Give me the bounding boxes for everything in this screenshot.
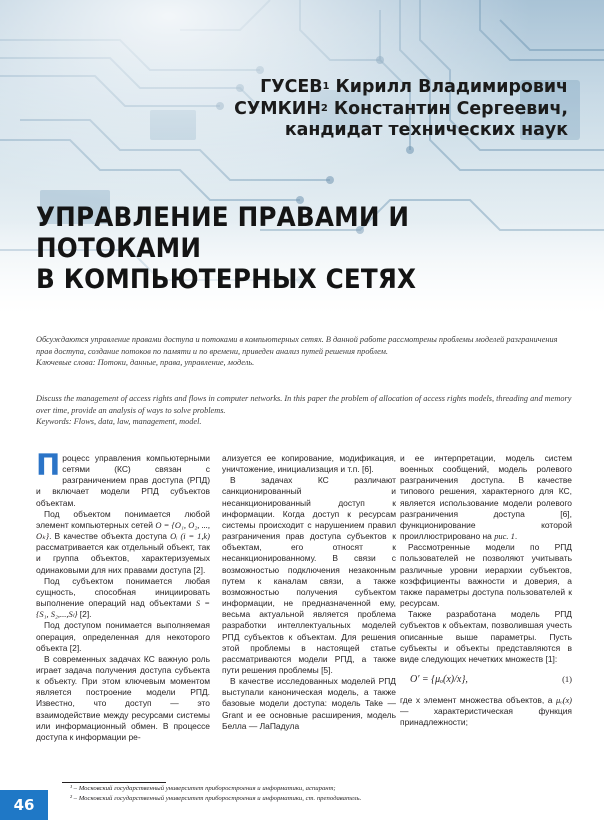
paragraph-text: [2]. bbox=[77, 609, 92, 620]
footnote-divider bbox=[62, 782, 166, 783]
article-title bbox=[36, 202, 564, 295]
formula-expression: O′ = {μₒ(x)/x}, bbox=[410, 673, 468, 685]
paragraph bbox=[36, 448, 210, 509]
footnote-1: ¹ – Московский государственный университет приборостроения и информатики, аспирант; bbox=[70, 785, 336, 792]
paragraph: Под доступом понимается выполняемая операция, определенная для некоторого объекта [2]. bbox=[36, 620, 210, 653]
abstract-ru-keywords: Ключевые слова: Потоки, данные, права, управление, модель. bbox=[36, 358, 255, 368]
paragraph: Также разработана модель РПД субъектов к объектам, позволившая учесть описанные выше параметры. Пусть субъекты и объекты представляются в виде следующих нечетких множеств [1]: bbox=[400, 609, 572, 664]
title-line-2: В КОМПЬЮТЕРНЫХ СЕТЯХ bbox=[36, 264, 417, 295]
title-line-1: УПРАВЛЕНИЕ ПРАВАМИ И ПОТОКАМИ bbox=[36, 202, 410, 264]
abstract-russian bbox=[36, 334, 572, 369]
paragraph-text: рассматривается как отдельный объект, так и группа объектов, характеризуемых одинаковыми для них правами доступа [2]. bbox=[36, 542, 210, 575]
author-1-given-names: Кирилл Владимирович bbox=[329, 77, 568, 97]
math-expression: S = {S₁, S₂,...,Sₗ} bbox=[36, 598, 210, 620]
author-2-mark: 2 bbox=[320, 102, 328, 114]
abstract-en-keywords: Keywords: Flows, data, law, management, model. bbox=[36, 417, 202, 427]
author-2 bbox=[234, 99, 568, 121]
paragraph bbox=[400, 453, 572, 542]
paragraph-text: где x элемент множества объектов, а bbox=[400, 695, 556, 706]
author-2-given-names: Константин Сергеевич, bbox=[327, 98, 568, 119]
abstract-en-text: Discuss the management of access rights and flows in computer networks. In this paper the problem of allocation of access rights models, threading and memory over time, provide an analysis of ways to solve problems. bbox=[36, 394, 572, 415]
paragraph: В современных задачах КС важную роль играет задача получения доступа субъекта к объекту. При этом ключевым моментом является построение модели РПД. Известно, что доступ — это взаимодействие между ресурсами системы или информационный обмен. В процессе доступа к информации ре- bbox=[36, 653, 210, 742]
author-2-surname: СУМКИН bbox=[234, 98, 321, 119]
author-degree: кандидат технических наук bbox=[284, 120, 568, 140]
paragraph: В качестве исследованных моделей РПД выступали каноническая модель, а также базовые модели доступа: модель Take — Grant и ее основные расширения, модель Белла — ЛаПадула bbox=[222, 676, 396, 731]
body-column-1 bbox=[36, 448, 211, 743]
paragraph bbox=[36, 509, 210, 576]
paragraph-text: и ее интерпретации, модель систем военных сообщений, модель ролевого разграничения доступа. В качестве типового решения, характерного для КС, является использование модели ролевого разграничения доступа [6], функционирование которой проиллюстрировано на bbox=[400, 453, 572, 542]
paragraph: Рассмотренные модели по РПД пользователей не позволяют учитывать различные уровни иерархии субъектов, коэффициенты важности и доверия, а также параметры доступа пользователей к ресурсам. bbox=[400, 542, 572, 609]
paragraph bbox=[400, 695, 572, 728]
formula-number: (1) bbox=[562, 673, 572, 684]
figure-reference: рис. 1 bbox=[494, 531, 515, 542]
author-1 bbox=[234, 77, 568, 99]
formula-1 bbox=[410, 674, 572, 685]
paragraph-text: Под объектом понимается любой элемент компьютерных сетей bbox=[36, 508, 210, 530]
paragraph: ализуется ее копирование, модификация, уничтожение, инициализация и т.п. [6]. bbox=[222, 453, 396, 475]
paragraph-text: роцесс управления компьютерными сетями (КС) связан с разграничением прав доступа (РПД) и включает модели РПД субъектов объектам. bbox=[36, 453, 210, 508]
authors-block bbox=[234, 77, 568, 142]
abstract-ru-text: Обсуждаются управление правами доступа и потоками в компьютерных сетях. В данной работе рассмотрены проблемы моделей разграничения прав доступа, создание потоков по памяти и по времени, приведен анализ путей решения проблем. bbox=[36, 335, 558, 356]
paragraph: В задачах КС различают санкционированный и несанкционированный доступ к информации. Когда доступ к ресурсам системы происходит с нарушением правил разграничения прав доступа субъектов к объектам, его относят к несанкционированному. В связи с возможностью подключения незаконным путем к каналам связи, а также возможностью получения субъектом информации, не предназначенной ему, весьма актуальной является проблема разработки интеллектуальных моделей РПД субъектов к объектам. Для решения этой проблемы в настоящей статье рассматриваются модели РПД, а также пути решения проблемы [5]. bbox=[222, 475, 396, 675]
math-expression: O = {O₁, O₂, ..., Oₖ} bbox=[36, 519, 211, 542]
body-column-3 bbox=[400, 453, 572, 729]
math-expression: Oᵢ (i = 1,k) bbox=[170, 531, 210, 542]
footnote-2: ² – Московский государственный университет приборостроения и информатики, ст. преподаватель. bbox=[70, 795, 362, 802]
paragraph-text: . bbox=[514, 531, 518, 542]
paragraph-text: Под субъектом понимается любая сущность, способная инициировать выполнение операций над объектами bbox=[36, 575, 210, 609]
author-1-surname: ГУСЕВ bbox=[260, 77, 323, 97]
paragraph-text: — характеристическая функция принадлежности; bbox=[400, 706, 572, 728]
paragraph bbox=[36, 576, 210, 621]
drop-cap: П bbox=[36, 448, 61, 482]
page-number: 46 bbox=[0, 790, 48, 820]
math-expression: μₒ(x) bbox=[555, 695, 572, 706]
paragraph-text: . В качестве объекта доступа bbox=[49, 531, 171, 542]
body-column-2 bbox=[222, 453, 396, 732]
author-1-mark: 1 bbox=[322, 81, 330, 92]
abstract-english bbox=[36, 393, 572, 428]
header-banner bbox=[0, 0, 604, 315]
